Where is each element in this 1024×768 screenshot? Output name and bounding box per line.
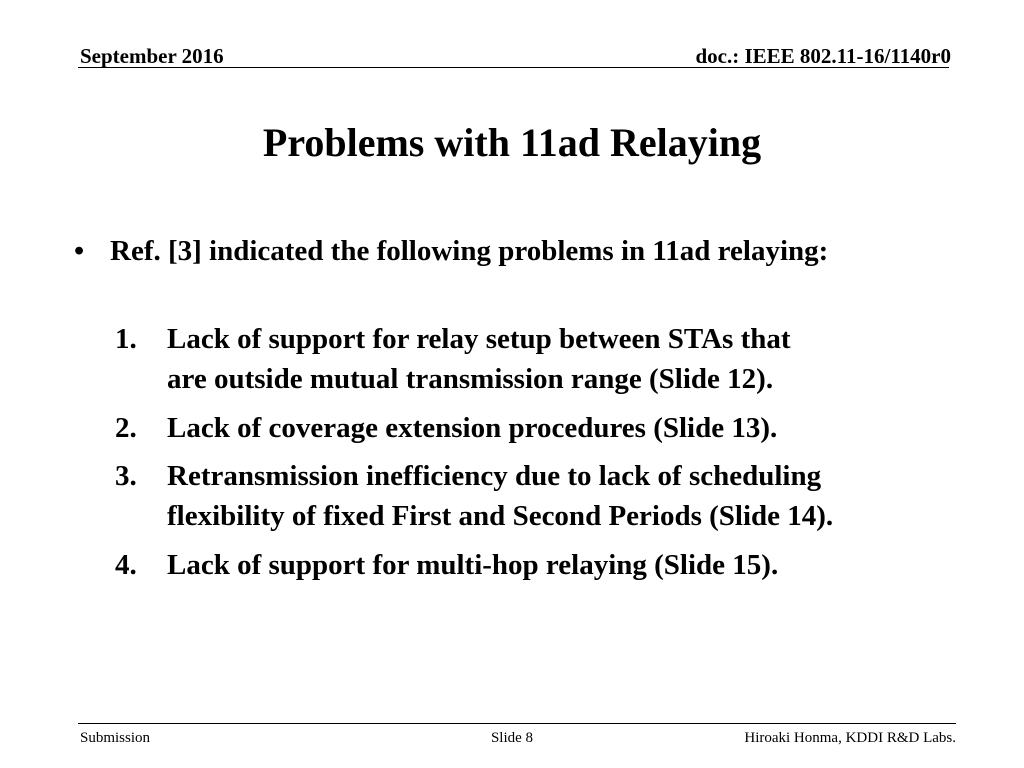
list-item xyxy=(115,456,967,536)
bullet-item xyxy=(74,231,890,271)
bullet-text: Ref. [3] indicated the following problems in 11ad relaying: xyxy=(110,235,829,267)
header-date: September 2016 xyxy=(80,44,224,68)
list-item xyxy=(115,545,967,585)
list-item-number: 3. xyxy=(115,460,137,492)
footer-divider xyxy=(78,723,956,724)
slide-title: Problems with 11ad Relaying xyxy=(262,120,762,165)
header-divider xyxy=(78,67,949,68)
list-item-line: flexibility of fixed First and Second Periods (Slide 14). xyxy=(167,500,834,532)
list-item xyxy=(115,408,967,448)
footer-author: Hiroaki Honma, KDDI R&D Labs. xyxy=(744,730,956,746)
bullet-dot-icon: • xyxy=(74,235,85,267)
list-item-line: Retransmission inefficiency due to lack of scheduling xyxy=(167,460,822,492)
header-doc-id: doc.: IEEE 802.11-16/1140r0 xyxy=(695,44,951,68)
list-item-number: 2. xyxy=(115,412,137,444)
list-item-number: 1. xyxy=(115,323,137,355)
footer-slide-number: Slide 8 xyxy=(490,730,534,746)
footer-submission: Submission xyxy=(80,730,151,746)
list-item-line: Lack of coverage extension procedures (Slide 13). xyxy=(167,412,778,444)
list-item-line: Lack of support for multi-hop relaying (Slide 15). xyxy=(167,549,779,581)
list-item-line: Lack of support for relay setup between STAs that xyxy=(167,323,791,355)
list-item-line: are outside mutual transmission range (Slide 12). xyxy=(167,363,774,395)
list-item-number: 4. xyxy=(115,549,137,581)
list-item xyxy=(115,319,967,399)
